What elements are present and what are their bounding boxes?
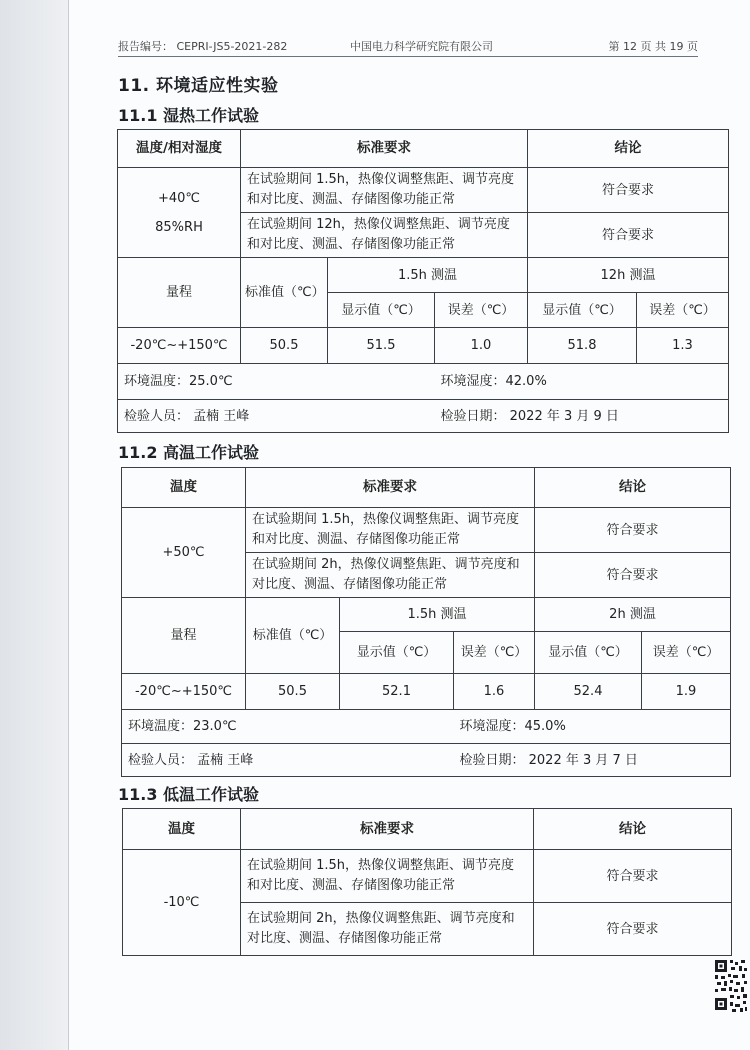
display-value: 52.1 <box>340 674 454 710</box>
measure-header-row <box>122 598 731 632</box>
standard-value-label: 标准值（℃） <box>246 598 340 674</box>
range-value: -20℃~+150℃ <box>122 674 246 710</box>
table-header-row <box>122 468 731 508</box>
table-row <box>123 850 732 903</box>
col-conclusion: 结论 <box>534 809 732 850</box>
error-value: 1.6 <box>454 674 535 710</box>
subsection-title-11-3: 11.3 低温工作试验 <box>118 785 260 804</box>
environment-row <box>122 710 731 744</box>
inspection-date: 检验日期： 2022 年 3 月 9 日 <box>435 400 729 433</box>
col-requirement: 标准要求 <box>241 809 534 850</box>
col-temp-humidity: 温度/相对湿度 <box>118 130 241 168</box>
error-value: 1.0 <box>435 328 528 364</box>
col-conclusion: 结论 <box>535 468 731 508</box>
error-value: 1.3 <box>637 328 729 364</box>
qr-code <box>713 958 749 1014</box>
inspection-row <box>122 744 731 777</box>
ambient-humidity: 环境湿度：45.0% <box>454 710 731 744</box>
col-requirement: 标准要求 <box>246 468 535 508</box>
error-label: 误差（℃） <box>637 293 729 328</box>
measure-data-row <box>122 674 731 710</box>
page-header <box>118 36 698 57</box>
conclusion-value: 符合要求 <box>528 168 729 213</box>
col-temperature: 温度 <box>123 809 241 850</box>
inspector: 检验人员： 孟楠 王峰 <box>122 744 454 777</box>
range-value: -20℃~+150℃ <box>118 328 241 364</box>
measure-header-row <box>118 258 729 293</box>
display-value: 52.4 <box>535 674 642 710</box>
subsection-title-11-1: 11.1 湿热工作试验 <box>118 106 260 125</box>
error-label: 误差（℃） <box>435 293 528 328</box>
col-conclusion: 结论 <box>528 130 729 168</box>
col-temperature: 温度 <box>122 468 246 508</box>
temperature-value: +40℃ <box>157 190 201 206</box>
range-label: 量程 <box>122 598 246 674</box>
ambient-temperature: 环境温度：23.0℃ <box>122 710 454 744</box>
display-value-label: 显示值（℃） <box>535 632 642 674</box>
group-label: 1.5h 测温 <box>340 598 535 632</box>
display-value-label: 显示值（℃） <box>528 293 637 328</box>
table-high-temperature <box>121 467 731 777</box>
error-label: 误差（℃） <box>454 632 535 674</box>
col-requirement: 标准要求 <box>241 130 528 168</box>
table-humid-heat <box>117 129 729 433</box>
conclusion-value: 符合要求 <box>534 903 732 956</box>
temperature-value: -10℃ <box>123 850 241 956</box>
requirement-text: 在试验期间 2h，热像仪调整焦距、调节亮度和对比度、测温、存储图像功能正常 <box>246 553 535 598</box>
temperature-value: +50℃ <box>122 508 246 598</box>
table-low-temperature <box>122 808 732 956</box>
standard-value: 50.5 <box>246 674 340 710</box>
condition-cell <box>118 168 241 258</box>
display-value-label: 显示值（℃） <box>328 293 435 328</box>
page-number: 第 12 页 共 19 页 <box>608 40 698 53</box>
error-label: 误差（℃） <box>642 632 731 674</box>
group-label: 1.5h 测温 <box>328 258 528 293</box>
inspector: 检验人员： 孟楠 王峰 <box>118 400 435 433</box>
display-value-label: 显示值（℃） <box>340 632 454 674</box>
report-number: 报告编号： CEPRI-JS5-2021-282 <box>118 40 288 53</box>
section-title: 11. 环境适应性实验 <box>118 76 279 96</box>
measure-data-row <box>118 328 729 364</box>
group-label: 2h 测温 <box>535 598 731 632</box>
subsection-title-11-2: 11.2 高温工作试验 <box>118 443 260 462</box>
inspection-date: 检验日期： 2022 年 3 月 7 日 <box>454 744 731 777</box>
inspection-row <box>118 400 729 433</box>
conclusion-value: 符合要求 <box>528 213 729 258</box>
binding-margin <box>0 0 68 1050</box>
requirement-text: 在试验期间 2h，热像仪调整焦距、调节亮度和对比度、测温、存储图像功能正常 <box>241 903 534 956</box>
display-value: 51.8 <box>528 328 637 364</box>
requirement-text: 在试验期间 1.5h，热像仪调整焦距、调节亮度和对比度、测温、存储图像功能正常 <box>241 168 528 213</box>
error-value: 1.9 <box>642 674 731 710</box>
standard-value: 50.5 <box>241 328 328 364</box>
table-header-row <box>123 809 732 850</box>
requirement-text: 在试验期间 1.5h，热像仪调整焦距、调节亮度和对比度、测温、存储图像功能正常 <box>246 508 535 553</box>
table-row <box>118 168 729 213</box>
environment-row <box>118 364 729 400</box>
requirement-text: 在试验期间 1.5h，热像仪调整焦距、调节亮度和对比度、测温、存储图像功能正常 <box>241 850 534 903</box>
conclusion-value: 符合要求 <box>535 553 731 598</box>
table-row <box>122 508 731 553</box>
range-label: 量程 <box>118 258 241 328</box>
group-label: 12h 测温 <box>528 258 729 293</box>
display-value: 51.5 <box>328 328 435 364</box>
company-name: 中国电力科学研究院有限公司 <box>350 40 493 53</box>
table-header-row <box>118 130 729 168</box>
requirement-text: 在试验期间 12h，热像仪调整焦距、调节亮度和对比度、测温、存储图像功能正常 <box>241 213 528 258</box>
ambient-temperature: 环境温度：25.0℃ <box>118 364 435 400</box>
ambient-humidity: 环境湿度：42.0% <box>435 364 729 400</box>
conclusion-value: 符合要求 <box>534 850 732 903</box>
humidity-value: 85%RH <box>155 219 203 235</box>
conclusion-value: 符合要求 <box>535 508 731 553</box>
standard-value-label: 标准值（℃） <box>241 258 328 328</box>
